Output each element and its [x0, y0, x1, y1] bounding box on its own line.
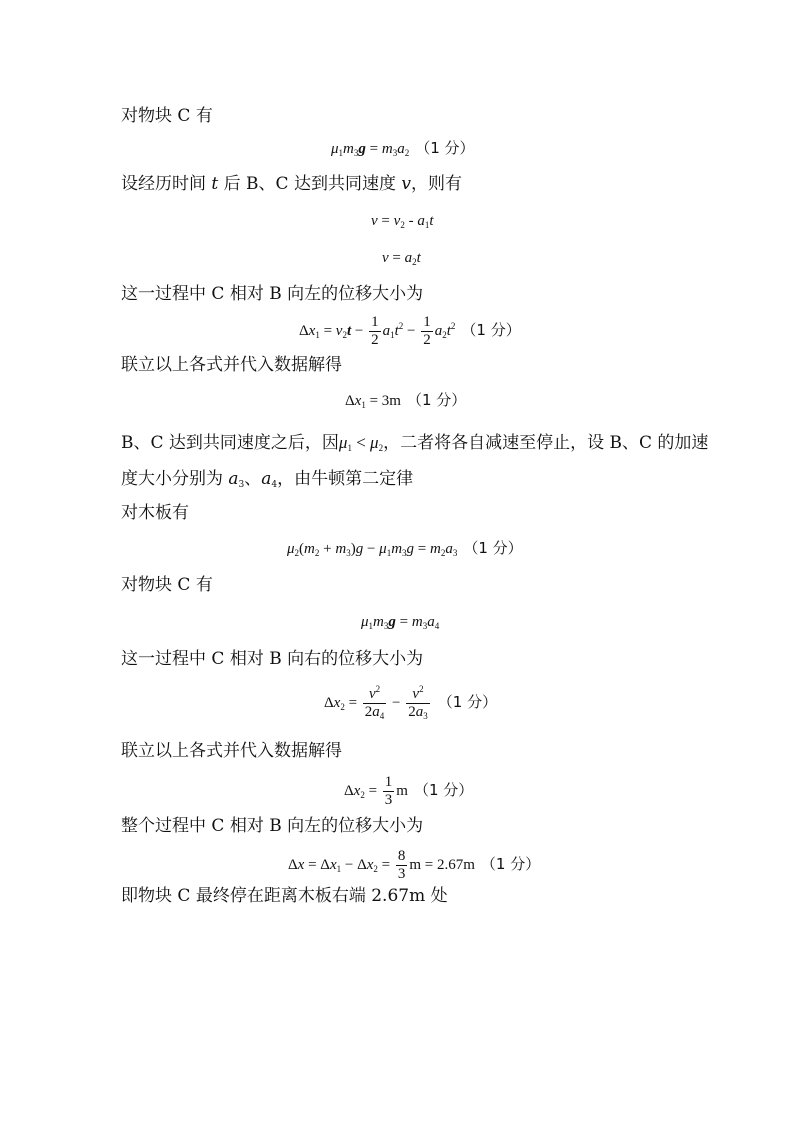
text-line-7: 对木板有 [121, 503, 189, 523]
score-label: （1 分） [415, 139, 475, 157]
equation-4: $\Delta x_1 = v_2t$ − $\frac{1}{2}$ $a_1t^2$ − $\frac{1}{2}$ $a_2t^2$ （1 分） [299, 314, 521, 349]
equation-8: $\Delta x_2$ = $\frac{v^2}{2a_4}$ − $\frac{v^2}{2a_3}$ （1 分） [324, 684, 498, 722]
equation-7: $\mu_1m_3g = m_3a_4$ [361, 614, 440, 631]
equation-5: $\Delta x_1 = 3m$ （1 分） [345, 391, 467, 410]
text-line-10: 联立以上各式并代入数据解得 [121, 741, 342, 761]
score-label: （1 分） [437, 693, 498, 712]
text-line-11: 整个过程中 C 相对 B 向左的位移大小为 [121, 816, 424, 836]
text-line-8: 对物块 C 有 [121, 575, 213, 595]
equation-6: $\mu_2(m_2 + m_3)g - \mu_1m_3g = m_2a_3$ （1 分） [287, 539, 523, 558]
equation-9: $\Delta x_2$ = $\frac{1}{3}$ m （1 分） [344, 774, 474, 809]
equation-3: $v = a_2t$ [382, 250, 421, 267]
score-label: （1 分） [480, 855, 541, 874]
equation-10: $\Delta x = \Delta x_1 - \Delta x_2$ = $\frac{8}{3}$ m = 2.67m （1 分） [288, 848, 541, 883]
score-label: （1 分） [461, 321, 521, 340]
score-label: （1 分） [413, 781, 474, 800]
text-line-3: 这一过程中 C 相对 B 向左的位移大小为 [121, 284, 424, 304]
equation-2: $v = v_2 - a_1t$ [371, 213, 434, 230]
score-label: （1 分） [406, 391, 467, 409]
text-line-2: 设经历时间 t 后 B、C 达到共同速度 v，则有 [121, 174, 462, 194]
text-line-12: 即物块 C 最终停在距离木板右端 2.67m 处 [121, 886, 448, 906]
text-line-5: B、C 达到共同速度之后，因$\mu_1 < \mu_2$，二者将各自减速至停止，设 B、C 的加速 [121, 433, 709, 453]
text-line-9: 这一过程中 C 相对 B 向右的位移大小为 [121, 649, 424, 669]
text-line-4: 联立以上各式并代入数据解得 [121, 355, 342, 375]
equation-1: $\mu_1m_3g = m_3a_2$ （1 分） [331, 139, 475, 158]
text-line-1: 对物块 C 有 [121, 106, 213, 126]
score-label: （1 分） [463, 539, 523, 557]
text-line-6: 度大小分别为 $a_3$、$a_4$，由牛顿第二定律 [121, 469, 414, 490]
